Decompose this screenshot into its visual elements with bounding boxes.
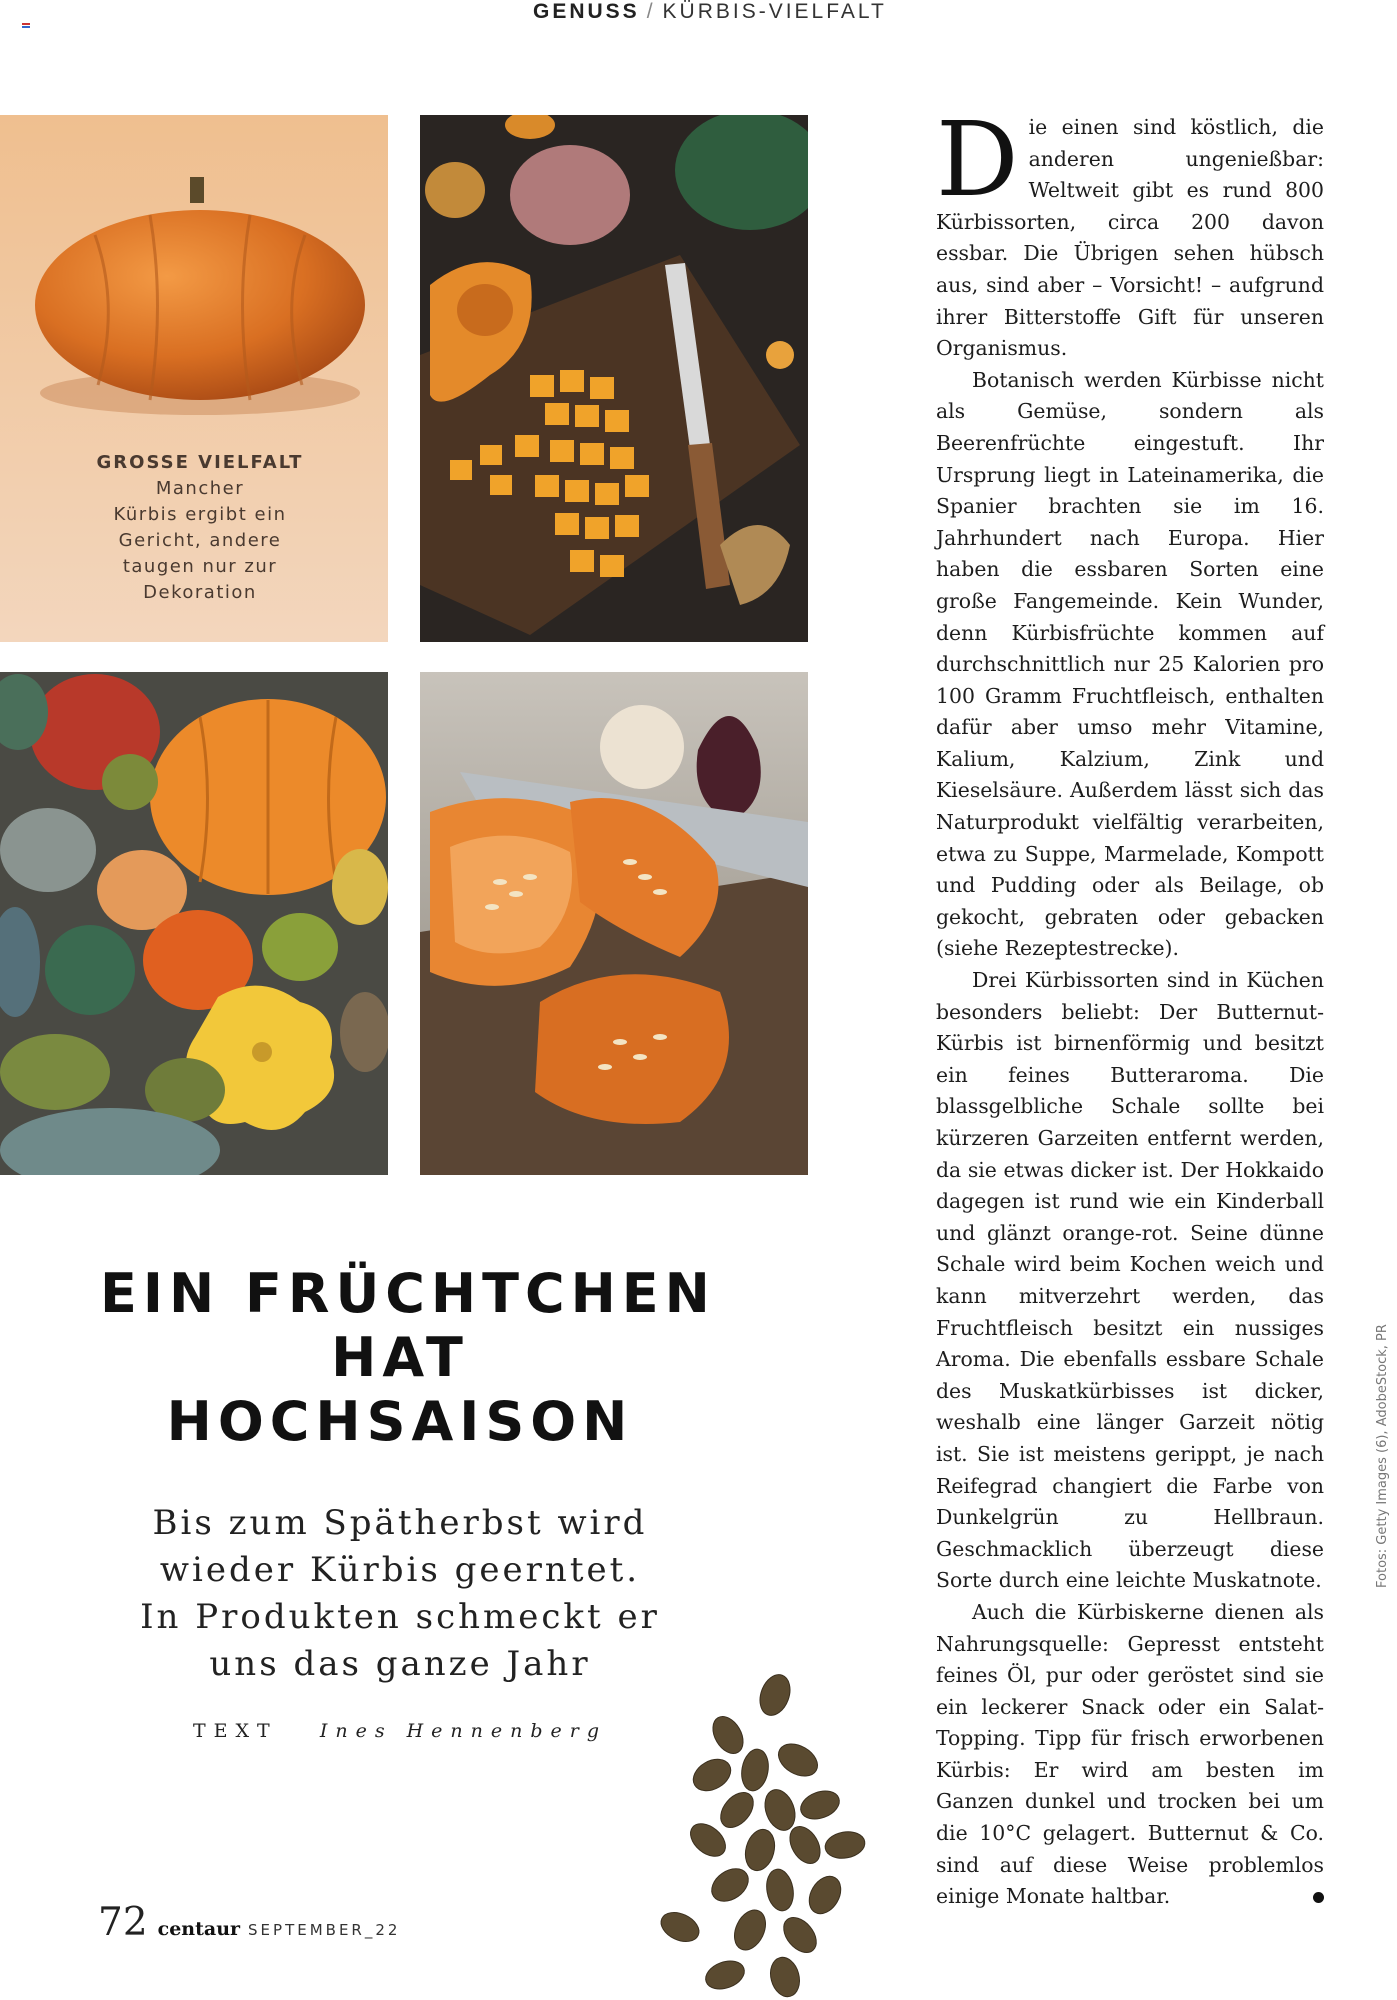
byline [100,1720,700,1742]
subhead-line: Bis zum Spätherbst wird [152,1503,648,1543]
headline [100,1262,716,1454]
section-topic: KÜRBIS-VIELFALT [662,0,887,23]
issue-date: SEPTEMBER_22 [248,1921,401,1939]
headline-line: HOCHSAISON [166,1390,634,1453]
headline-line: HAT [331,1326,469,1389]
headline-line: EIN FRÜCHTCHEN [100,1262,716,1325]
caption-line: taugen nur zur [122,556,278,577]
page-footer [98,1900,400,1945]
subheadline [100,1500,700,1688]
byline-author: Ines Hennenberg [319,1720,608,1742]
article-paragraph-text: ie einen sind köstlich, die anderen ungenießbar: Weltweit gibt es rund 800 Kürbissorten, circa 200 davon essbar. Die Übrigen sehen hübsch aus, sind aber – Vorsicht! – aufgrund ihrer Bitterstoffe Gift für unseren Organismus. [936,115,1324,361]
subhead-line: wieder Kürbis geerntet. [159,1550,641,1590]
page-number: 72 [98,1900,148,1945]
article-paragraph [936,1597,1324,1913]
cut-pumpkin-with-seeds-photo [420,672,808,1175]
pumpkin-seeds-photo [640,1665,900,2000]
section-header [533,0,887,24]
photo-credit: Fotos: Getty Images (6), AdobeStock, PR [1375,1324,1390,1588]
photo-caption [90,450,310,606]
article-paragraph: Drei Kürbissorten sind in Küchen besonders beliebt: Der Butternut-Kürbis ist birnenförmig und besitzt ein feines Butteraroma. Die blassgelbliche Schale sollte bei kürzeren Garzeiten entfernt werden, da sie etwas dicker ist. Der Hokkaido dagegen ist rund wie ein Kinderball und glänzt orange-rot. Seine dünne Schale wird beim Kochen weich und kann mitverzehrt werden, das Fruchtfleisch besitzt ein nussiges Aroma. Die ebenfalls essbare Schale des Muskatkürbisses ist dicker, weshalb eine länger Garzeit nötig ist. Sie ist meistens gerippt, je nach Reifegrad changiert die Farbe von Dunkelgrün zu Hellbraun. Geschmacklich überzeugt diese Sorte durch eine leichte Muskatnote. [936,968,1324,1593]
caption-line: Mancher [155,478,245,499]
flag-mark [22,23,30,30]
chopped-butternut-squash-photo [420,115,808,642]
subhead-line: uns das ganze Jahr [209,1644,591,1684]
assorted-pumpkins-photo [0,672,388,1175]
byline-label: TEXT [192,1720,278,1742]
end-of-article-mark [1313,1892,1324,1903]
section-label: GENUSS [533,0,640,23]
caption-line: Kürbis ergibt ein [113,504,287,525]
caption-line: Dekoration [143,582,257,603]
drop-cap: D [936,100,1019,220]
caption-title: GROSSE VIELFALT [96,452,304,473]
magazine-brand: centaur [157,1918,241,1940]
article-paragraph [936,100,1324,365]
subhead-line: In Produkten schmeckt er [140,1597,660,1637]
section-separator: / [646,0,656,23]
article-paragraph-text: Auch die Kürbiskerne dienen als Nahrungsquelle: Gepresst entsteht feines Öl, pur oder geröstet sind sie ein leckerer Snack oder ein Salat-Topping. Tipp für frisch erworbenen Kürbis: Er wird am besten im Ganzen dunkel und trocken bei um die 10°C gelagert. Butternut & Co. sind auf diese Weise problemlos einige Monate haltbar. [936,1599,1324,1909]
article-paragraph: Botanisch werden Kürbisse nicht als Gemüse, sondern als Beerenfrüchte eingestuft. Ihr Ursprung liegt in Lateinamerika, die Spanier brachten sie im 16. Jahrhundert nach Europa. Hier haben die essbaren Sorten eine große Fangemeinde. Kein Wunder, denn Kürbisfrüchte kommen auf durchschnittlich nur 25 Kalorien pro 100 Gramm Fruchtfleisch, enthalten dafür aber umso mehr Vitamine, Kalium, Kalzium, Zink und Kieselsäure. Außerdem lässt sich das Naturprodukt vielfältig verarbeiten, etwa zu Suppe, Marmelade, Kompott und Pudding oder als Beilage, ob gekocht, gebraten oder gebacken (siehe Rezeptestrecke). [936,367,1324,961]
caption-line: Gericht, andere [118,530,282,551]
article-body [936,100,1324,1913]
